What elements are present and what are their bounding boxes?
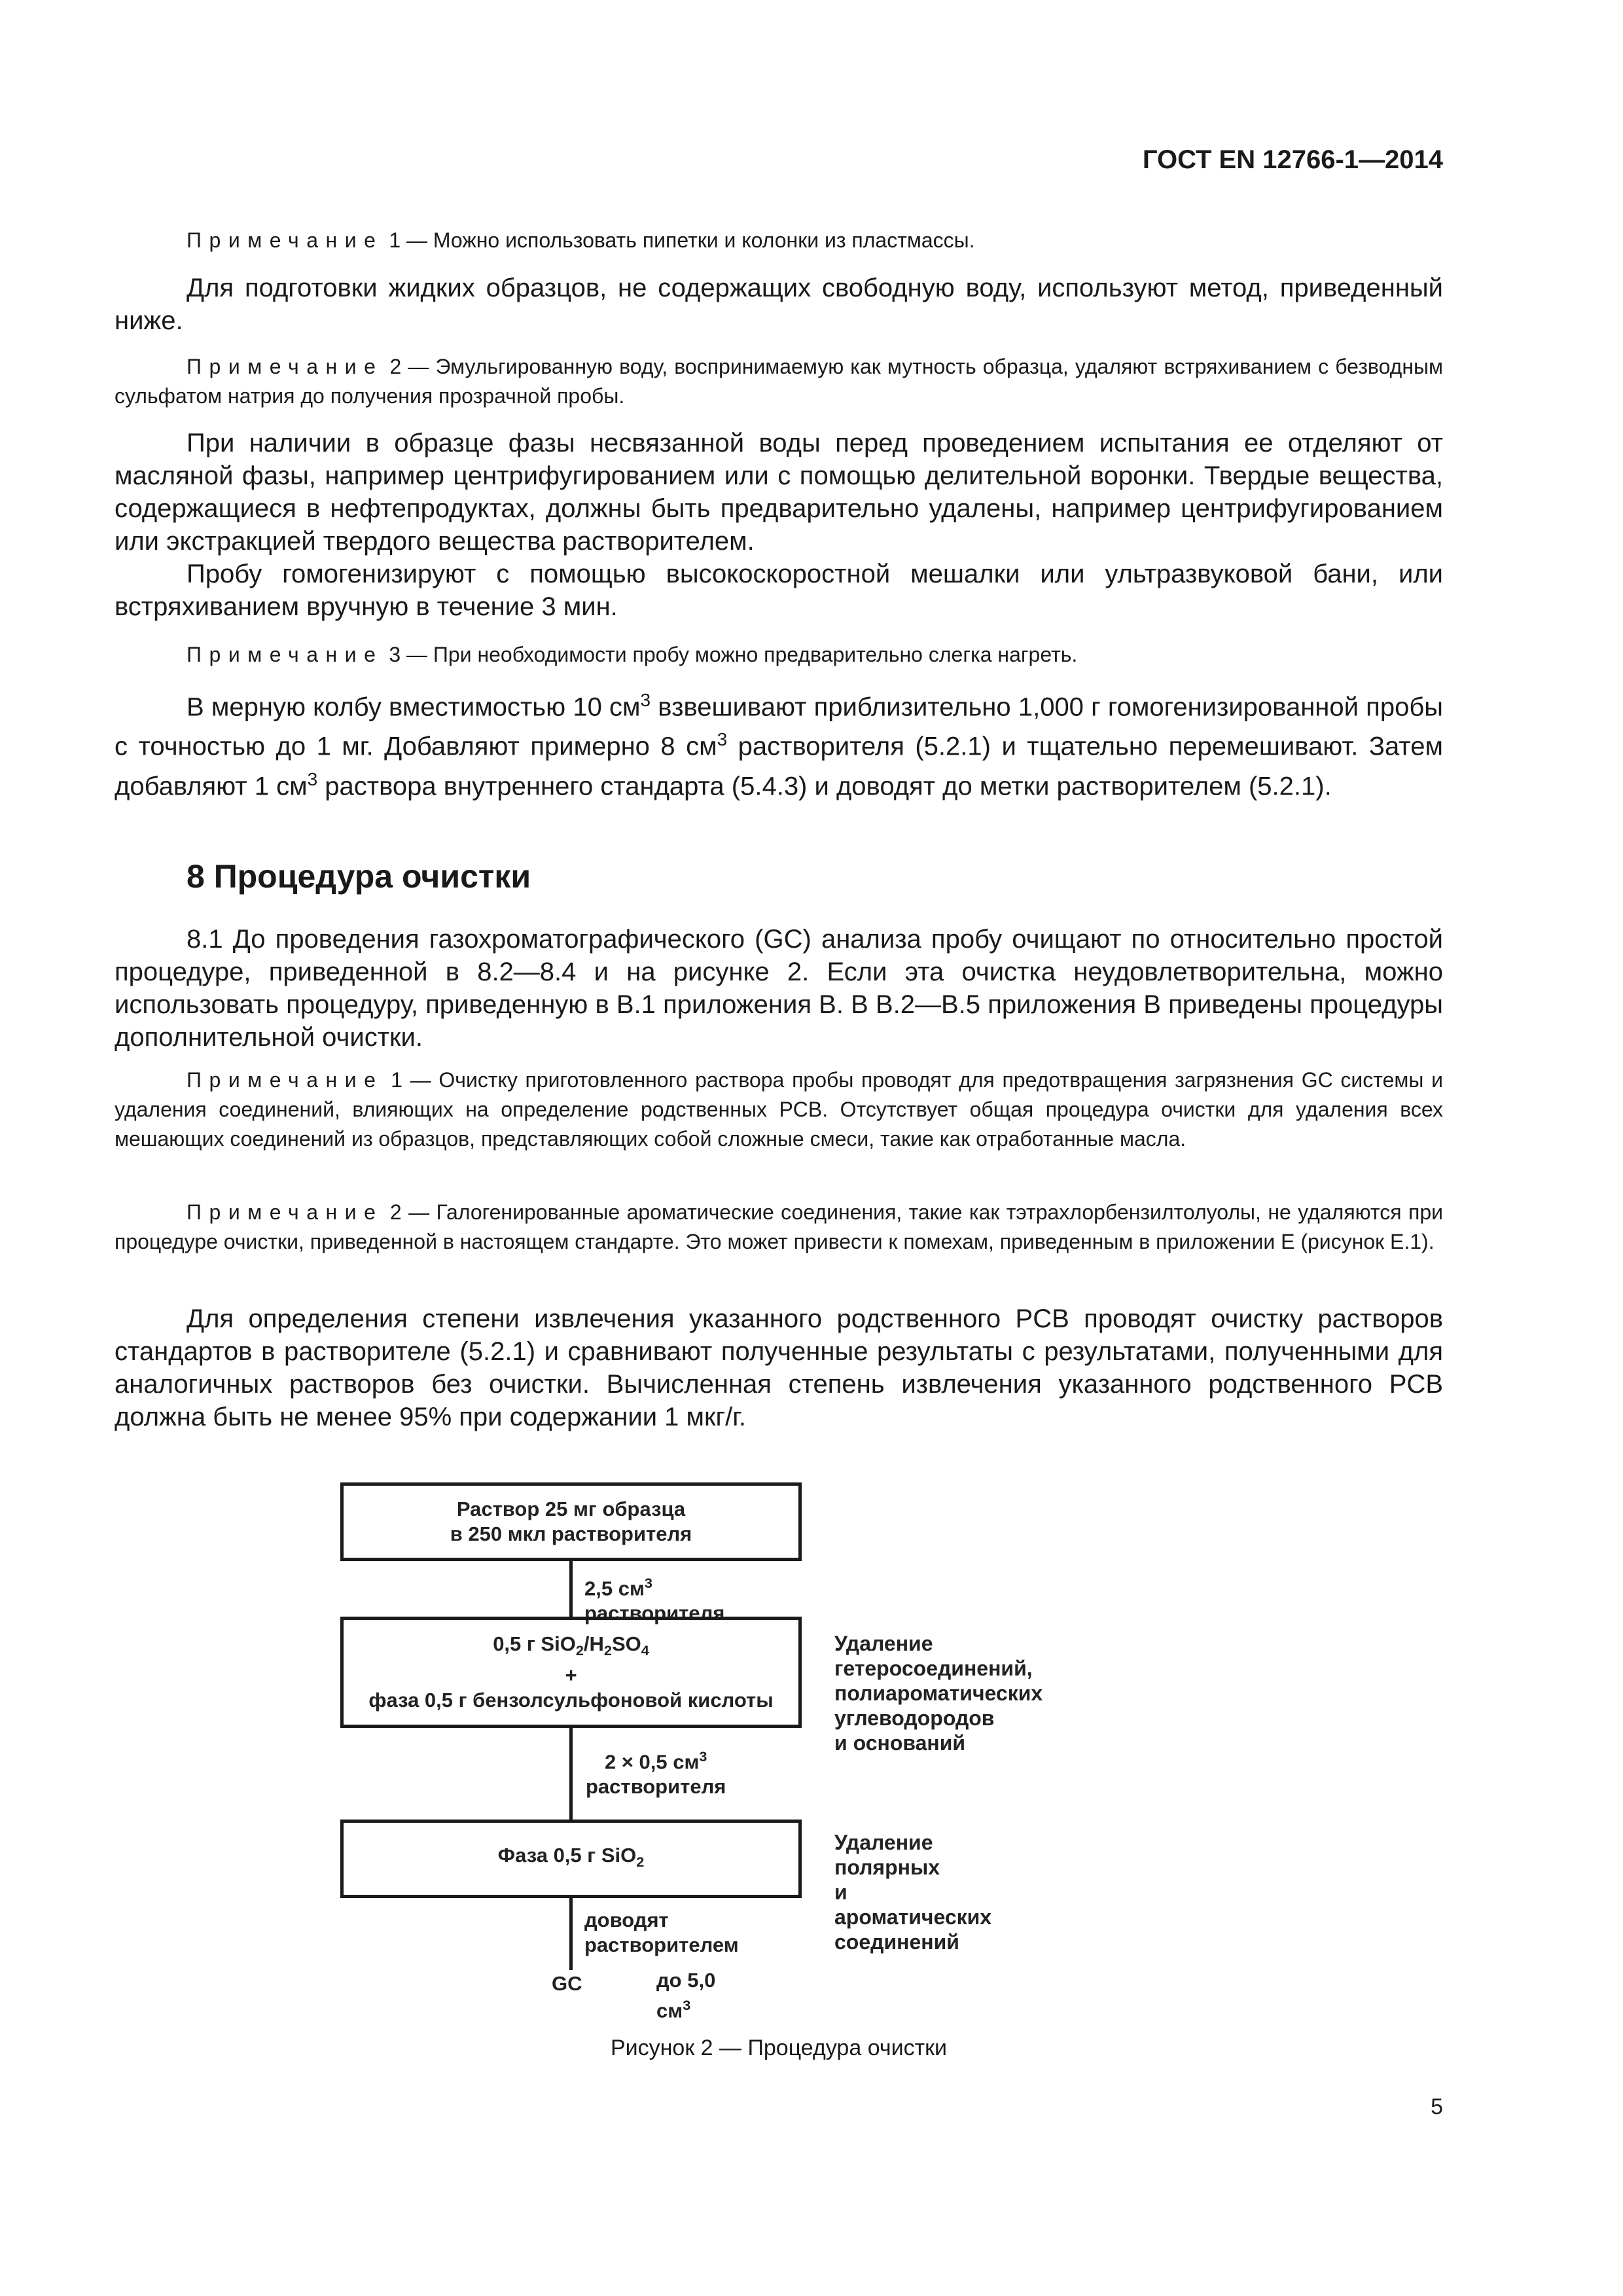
note-4 <box>115 1066 1443 1154</box>
flow-box-sio2: Фаза 0,5 г SiO$_2$ <box>340 1820 802 1898</box>
figure-caption: Рисунок 2 — Процедура очистки <box>610 2036 948 2060</box>
note-label: Примечание <box>187 1200 383 1224</box>
section-heading: 8 Процедура очистки <box>187 858 531 895</box>
note-text: 1 — Очистку приготовленного раствора пробы проводят для предотвращения загрязнения GC системы и удаления соединений, влияющих на определение родственных PCB. Отсутствует общая процедура очистки для удаления всех мешающих соединений из образцов, представляющих собой сложные смеси, такие как отработанные масла. <box>115 1068 1443 1151</box>
paragraph: При наличии в образце фазы несвязанной воды перед проведением испытания ее отделяют от масляной фазы, например центрифугированием или с помощью делительной воронки. Твердые вещества, содержащиеся в нефтепродуктах, должны быть предварительно удалены, например центрифугированием или экстракцией твердого вещества растворителем. <box>115 429 1443 556</box>
note-5 <box>115 1198 1443 1257</box>
note-3 <box>115 640 1443 670</box>
flow-connector <box>569 1728 573 1823</box>
note-text: 3 — При необходимости пробу можно предварительно слегка нагреть. <box>383 643 1078 666</box>
document-header: ГОСТ EN 12766-1—2014 <box>1142 145 1443 174</box>
paragraph-sample-prep: В мерную колбу вместимостью 10 $см^3$ взвешивают приблизительно 1,000 г гомогенизированной пробы с точностью до 1 мг. Добавляют примерно 8 $см^3$ растворителя (5.2.1) и тщательно перемешивают. Затем добавляют 1 $см^3$ раствора внутреннего стандарта (5.4.3) и доводят до метки растворителем (5.2.1). <box>115 690 1443 800</box>
paragraph: Пробу гомогенизируют с помощью высокоскоростной мешалки или ультразвуковой бани, или встряхиванием вручную в течение 3 мин. <box>115 560 1443 621</box>
flow-connector <box>569 1898 573 1970</box>
flow-step-2x-solvent: 2 × 0,5 $см^3$ растворителя <box>586 1748 726 1799</box>
flow-connector <box>569 1561 573 1620</box>
paragraph: Для определения степени извлечения указанного родственного PCB проводят очистку растворов стандартов в растворителе (5.2.1) и сравнивают полученные результаты с результатами, полученными для аналогичных растворов без очистки. Вычисленная степень извлечения указанного родственного PCB должна быть не менее 95% при содержании 1 мкг/г. <box>115 1304 1443 1431</box>
note-text: 2 — Эмульгированную воду, воспринимаемую как мутность образца, удаляют встряхиванием с безводным сульфатом натрия до получения прозрачной пробы. <box>115 355 1443 408</box>
flow-box-sample: Раствор 25 мг образца в 250 мкл растворителя <box>340 1482 802 1561</box>
note-1 <box>115 226 1443 255</box>
note-text: 1 — Можно использовать пипетки и колонки из пластмассы. <box>383 228 975 252</box>
flow-box-sio2-h2so4: 0,5 г $SiO_2/H_2SO_4$ + фаза 0,5 г бензолсульфоновой кислоты <box>340 1617 802 1728</box>
flow-note-polar: Удаление полярных и ароматических соединений <box>834 1831 992 1954</box>
note-label: Примечание <box>187 228 383 252</box>
note-label: Примечание <box>187 1068 383 1092</box>
flow-end-gc: GC <box>552 1972 582 1995</box>
flow-step-make-up: доводят растворителем до 5,0 $см^3$ <box>584 1909 739 2022</box>
page-number: 5 <box>1431 2094 1443 2119</box>
flow-note-heterocompounds: Удаление гетеросоединений, полиароматических углеводородов и оснований <box>834 1632 1043 1755</box>
note-label: Примечание <box>187 643 383 666</box>
note-label: Примечание <box>187 355 383 378</box>
paragraph-8-1: 8.1 До проведения газохроматографического (GC) анализа пробу очищают по относительно простой процедуре, приведенной в 8.2—8.4 и на рисунке 2. Если эта очистка неудовлетворительна, можно использовать процедуру, приведенную в В.1 приложения В. В В.2—В.5 приложения В приведены процедуры дополнительной очистки. <box>115 925 1443 1052</box>
paragraph: Для подготовки жидких образцов, не содержащих свободную воду, используют метод, приведенный ниже. <box>115 274 1443 335</box>
note-2 <box>115 352 1443 411</box>
note-text: 2 — Галогенированные ароматические соединения, такие как тэтрахлорбензилтолуолы, не удаляются при процедуре очистки, приведенной в настоящем стандарте. Это может привести к помехам, приведенным в приложении Е (рисунок Е.1). <box>115 1200 1443 1253</box>
flow-step-solvent: 2,5 $см^3$ растворителя <box>584 1575 725 1625</box>
